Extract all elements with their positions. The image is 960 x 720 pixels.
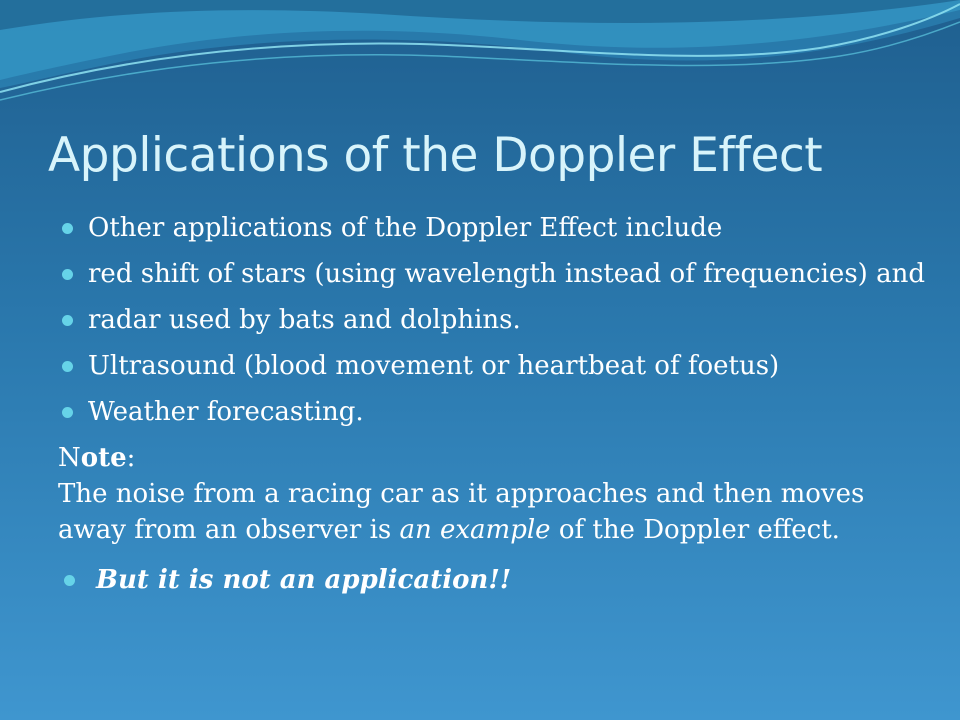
slide-title: Applications of the Doppler Effect [48,128,823,183]
bullet-text: Weather forecasting. [88,397,364,427]
bullet-text: Other applications of the Doppler Effect include [88,213,723,243]
bullet-dot-icon [62,223,73,234]
bullet-dot-icon [62,315,73,326]
note-block [58,440,938,548]
final-bullet [58,562,938,598]
note-body-start: The noise from a racing car as it approaches and then moves away from an observer is [58,479,865,545]
note-heading-bold: ote [80,443,127,473]
bullet-text: Ultrasound (blood movement or heartbeat of foetus) [88,351,780,381]
bullet-item [58,210,938,246]
note-heading [58,440,938,476]
slide-content [58,210,938,608]
note-heading-colon: : [126,443,136,473]
note-body-end: of the Doppler effect. [550,515,840,545]
bullet-item [58,256,938,292]
bullet-dot-icon [62,361,73,372]
bullet-item [58,394,938,430]
bullet-dot-icon [62,269,73,280]
note-body [58,476,938,548]
bullet-item [58,348,938,384]
bullet-dot-icon [64,575,75,586]
bullet-dot-icon [62,407,73,418]
bullet-item [58,302,938,338]
decorative-wave-banner [0,0,960,110]
bullet-text: radar used by bats and dolphins. [88,305,521,335]
note-body-emphasis: an example [399,515,551,545]
final-bullet-text: But it is not an application!! [96,565,512,595]
note-heading-initial: N [58,443,81,473]
bullet-text: red shift of stars (using wavelength instead of frequencies) and [88,259,925,289]
